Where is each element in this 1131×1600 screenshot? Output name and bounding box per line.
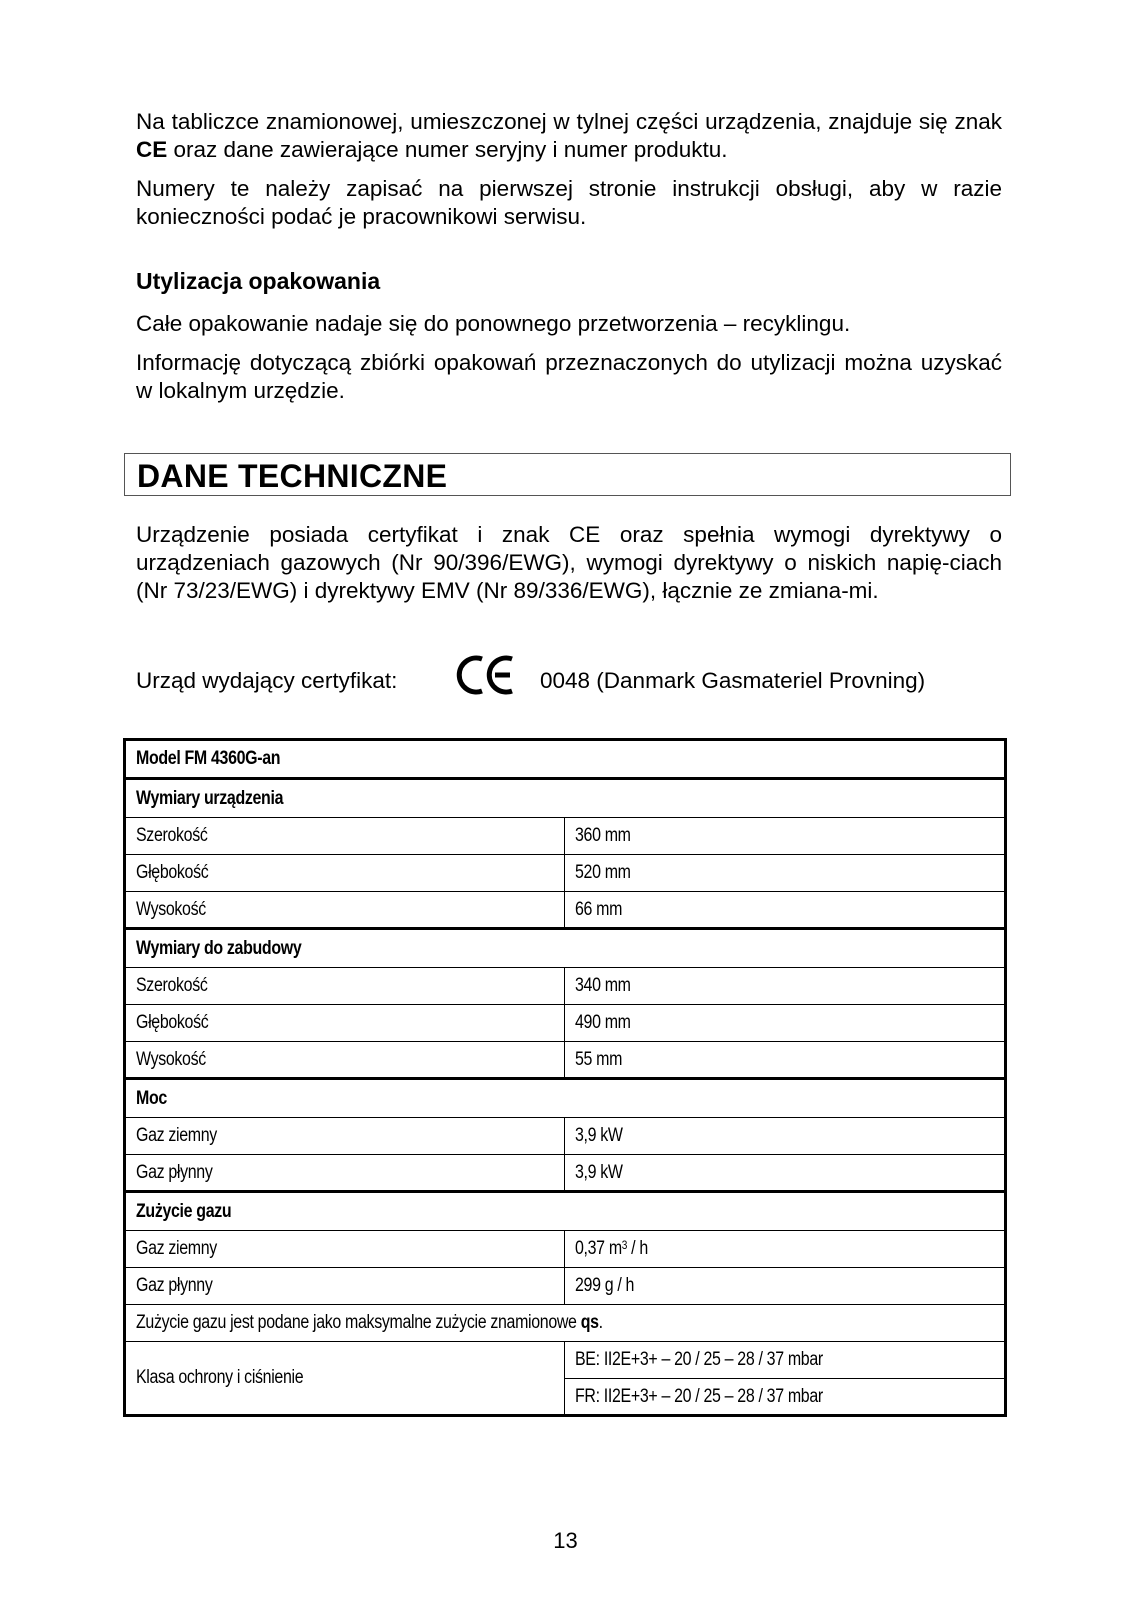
power-lpg-label: Gaz płynny: [125, 1155, 565, 1192]
consumption-lpg-label: Gaz płynny: [125, 1268, 565, 1305]
dims-height-value: 66 mm: [565, 892, 1006, 929]
packaging-paragraph-2: Informację dotyczącą zbiórki opakowań przeznaczonych do utylizacji można uzyskać w lokalnym urzędzie.: [136, 350, 1002, 403]
cert-label: Urząd wydający certyfikat:: [136, 668, 398, 693]
page-number: 13: [553, 1528, 578, 1553]
model-cell: Model FM 4360G-an: [125, 740, 1006, 779]
table-row: [125, 1231, 1006, 1268]
table-row-dims-heading: [125, 779, 1006, 818]
table-row: [125, 1005, 1006, 1042]
consumption-natural-value: 0,37 $m^3$ / h: [565, 1231, 1006, 1268]
dims-width-label: Szerokość: [125, 818, 565, 855]
table-row-power-heading: [125, 1079, 1006, 1118]
consumption-note: Zużycie gazu jest podane jako maksymalne zużycie znamionowe qs.: [125, 1305, 1006, 1342]
technical-heading: DANE TECHNICZNE: [137, 458, 448, 494]
dims-depth-value: 520 mm: [565, 855, 1006, 892]
build-depth-label: Głębokość: [125, 1005, 565, 1042]
technical-paragraph: Urządzenie posiada certyfikat i znak CE oraz spełnia wymogi dyrektywy o urządzeniach gazowych (Nr 90/396/EWG), wymogi dyrektywy o niskich napię-ciach (Nr 73/23/EWG) i dyrektywy EMV (Nr 89/336/EWG), łącznie ze zmiana-mi.: [136, 522, 1002, 603]
power-heading: Moc: [125, 1079, 1006, 1118]
table-row-consumption-heading: [125, 1192, 1006, 1231]
consumption-heading: Zużycie gazu: [125, 1192, 1006, 1231]
consumption-natural-label: Gaz ziemny: [125, 1231, 565, 1268]
table-row: [125, 1155, 1006, 1192]
consumption-lpg-value: 299 g / h: [565, 1268, 1006, 1305]
dims-width-value: 360 mm: [565, 818, 1006, 855]
packaging-paragraph-1: Całe opakowanie nadaje się do ponownego przetworzenia – recyklingu.: [136, 311, 851, 336]
build-width-value: 340 mm: [565, 968, 1006, 1005]
table-row: [125, 1342, 1006, 1379]
table-row: [125, 1042, 1006, 1079]
dims-depth-label: Głębokość: [125, 855, 565, 892]
table-row-model: [125, 740, 1006, 779]
dims-heading: Wymiary urządzenia: [125, 779, 1006, 818]
table-row: [125, 1118, 1006, 1155]
table-row: [125, 818, 1006, 855]
table-row-note: [125, 1305, 1006, 1342]
packaging-heading: Utylizacja opakowania: [136, 268, 381, 294]
build-depth-value: 490 mm: [565, 1005, 1006, 1042]
build-heading: Wymiary do zabudowy: [125, 929, 1006, 968]
build-height-value: 55 mm: [565, 1042, 1006, 1079]
ce-bold: CE: [136, 137, 168, 162]
table-row: [125, 892, 1006, 929]
power-natural-value: 3,9 kW: [565, 1118, 1006, 1155]
table-row-build-heading: [125, 929, 1006, 968]
power-natural-label: Gaz ziemny: [125, 1118, 565, 1155]
class-fr-value: FR: II2E+3+ – 20 / 25 – 28 / 37 mbar: [565, 1379, 1006, 1416]
technical-data-table: [123, 738, 1007, 1417]
table-row: [125, 1268, 1006, 1305]
technical-section-heading-box: [124, 453, 1011, 496]
build-width-label: Szerokość: [125, 968, 565, 1005]
table-row: [125, 855, 1006, 892]
build-height-label: Wysokość: [125, 1042, 565, 1079]
power-lpg-value: 3,9 kW: [565, 1155, 1006, 1192]
table-row: [125, 968, 1006, 1005]
intro-paragraph-1: Na tabliczce znamionowej, umieszczonej w tylnej części urządzenia, znajduje się znak CE oraz dane zawierające numer seryjny i numer produktu.: [136, 109, 1002, 162]
intro-paragraph-2: Numery te należy zapisać na pierwszej stronie instrukcji obsługi, aby w razie konieczności podać je pracownikowi serwisu.: [136, 176, 1002, 229]
dims-height-label: Wysokość: [125, 892, 565, 929]
cert-value: 0048 (Danmark Gasmateriel Provning): [540, 668, 926, 693]
class-label: Klasa ochrony i ciśnienie: [125, 1342, 565, 1416]
class-be-value: BE: II2E+3+ – 20 / 25 – 28 / 37 mbar: [565, 1342, 1006, 1379]
ce-mark-icon: [456, 654, 516, 696]
